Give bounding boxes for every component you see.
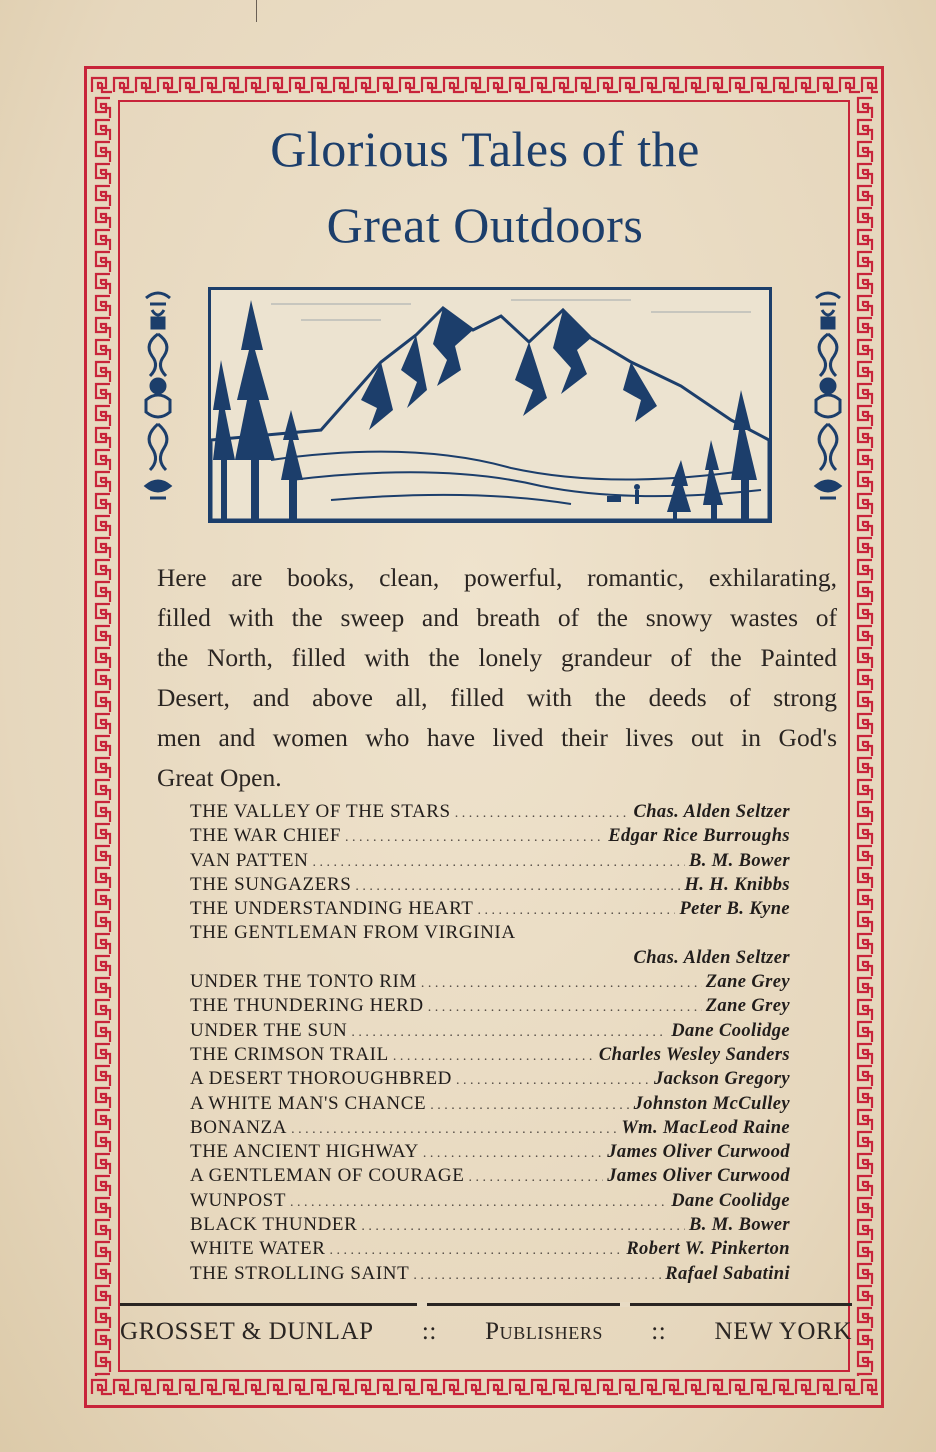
intro-line: Great Open. <box>157 763 282 792</box>
page-title-line-2: Great Outdoors <box>326 197 644 253</box>
book-author: Zane Grey <box>705 996 790 1017</box>
list-item <box>190 1213 790 1237</box>
intro-line: Desert, and above all, filled with the deeds of strong <box>157 683 837 712</box>
book-title: A WHITE MAN'S CHANCE <box>190 1092 427 1114</box>
book-title: A DESERT THOROUGHBRED <box>190 1068 453 1090</box>
book-title: THE WAR CHIEF <box>190 825 342 847</box>
intro-line: Here are books, clean, powerful, romantic, exhilarating, <box>157 563 837 592</box>
list-item <box>190 1092 790 1116</box>
list-item <box>190 1067 790 1091</box>
book-author: James Oliver Curwood <box>607 1142 790 1163</box>
scroll-ornament-icon <box>138 290 178 510</box>
intro-line: filled with the sweep and breath of the snowy wastes of <box>157 603 837 632</box>
spine-fold-line <box>256 0 257 22</box>
greek-key-border-bottom <box>90 1376 878 1398</box>
book-title: WUNPOST <box>190 1189 287 1211</box>
publisher-label: Publishers <box>485 1318 604 1345</box>
list-item <box>190 994 790 1018</box>
list-item <box>190 1237 790 1261</box>
book-author: Charles Wesley Sanders <box>598 1044 790 1065</box>
list-item <box>190 849 790 873</box>
list-item <box>190 897 790 921</box>
greek-key-border-left <box>92 96 114 1376</box>
book-author: James Oliver Curwood <box>607 1166 790 1187</box>
book-author: Peter B. Kyne <box>679 899 790 920</box>
publisher-name: GROSSET & DUNLAP <box>120 1318 374 1345</box>
book-author: H. H. Knibbs <box>684 874 790 895</box>
book-author: Dane Coolidge <box>671 1020 790 1041</box>
list-item <box>190 1164 790 1188</box>
intro-line: the North, filled with the lonely grandeur of the Painted <box>157 643 837 672</box>
book-title: THE VALLEY OF THE STARS <box>190 801 451 822</box>
book-author: Chas. Alden Seltzer <box>633 947 790 968</box>
page-title-line-1: Glorious Tales of the <box>270 121 700 177</box>
list-item <box>190 1262 790 1286</box>
publisher-line <box>120 1318 852 1346</box>
book-title: VAN PATTEN <box>190 849 309 871</box>
list-item <box>190 873 790 897</box>
book-author: Edgar Rice Burroughs <box>608 826 790 847</box>
greek-key-border-top <box>90 74 878 96</box>
separator: :: <box>421 1318 437 1345</box>
intro-line: men and women who have lived their lives out in God's <box>157 723 837 752</box>
book-author: Wm. MacLeod Raine <box>621 1117 790 1138</box>
list-item <box>190 1019 790 1043</box>
book-title: THE ANCIENT HIGHWAY <box>190 1141 419 1163</box>
book-title: THE SUNGAZERS <box>190 873 352 895</box>
list-item <box>190 1116 790 1140</box>
list-item <box>190 800 790 824</box>
book-author: Rafael Sabatini <box>665 1263 790 1284</box>
book-title: THE THUNDERING HERD <box>190 995 424 1017</box>
list-item <box>190 1189 790 1213</box>
book-author: Dane Coolidge <box>671 1190 790 1211</box>
separator: :: <box>651 1318 667 1345</box>
list-item <box>190 921 790 945</box>
book-author: Johnston McCulley <box>633 1093 790 1114</box>
book-title: UNDER THE TONTO RIM <box>190 971 417 993</box>
book-title: THE GENTLEMAN FROM VIRGINIA <box>190 922 516 944</box>
book-author: Jackson Gregory <box>653 1069 790 1090</box>
book-title: BONANZA <box>190 1116 288 1138</box>
list-item <box>190 970 790 994</box>
book-title: BLACK THUNDER <box>190 1214 358 1236</box>
publisher-city: NEW YORK <box>714 1318 852 1345</box>
book-author: Robert W. Pinkerton <box>626 1239 790 1260</box>
book-list <box>190 800 790 1286</box>
book-author: Chas. Alden Seltzer <box>633 802 790 822</box>
book-title: THE STROLLING SAINT <box>190 1262 410 1284</box>
book-title: UNDER THE SUN <box>190 1019 348 1041</box>
book-title: A GENTLEMAN OF COURAGE <box>190 1165 465 1187</box>
scroll-ornament-icon <box>808 290 848 510</box>
book-title: THE UNDERSTANDING HEART <box>190 898 474 920</box>
book-author: B. M. Bower <box>688 1215 790 1236</box>
mountain-landscape-illustration <box>208 287 772 523</box>
footer-divider <box>120 1303 852 1306</box>
list-item <box>190 1043 790 1067</box>
book-title: THE CRIMSON TRAIL <box>190 1043 389 1065</box>
book-title: WHITE WATER <box>190 1238 326 1260</box>
book-author: Zane Grey <box>705 972 790 993</box>
greek-key-border-right <box>854 96 876 1376</box>
list-item <box>190 824 790 848</box>
intro-paragraph <box>157 558 837 798</box>
list-item <box>190 1140 790 1164</box>
book-author: B. M. Bower <box>688 850 790 871</box>
